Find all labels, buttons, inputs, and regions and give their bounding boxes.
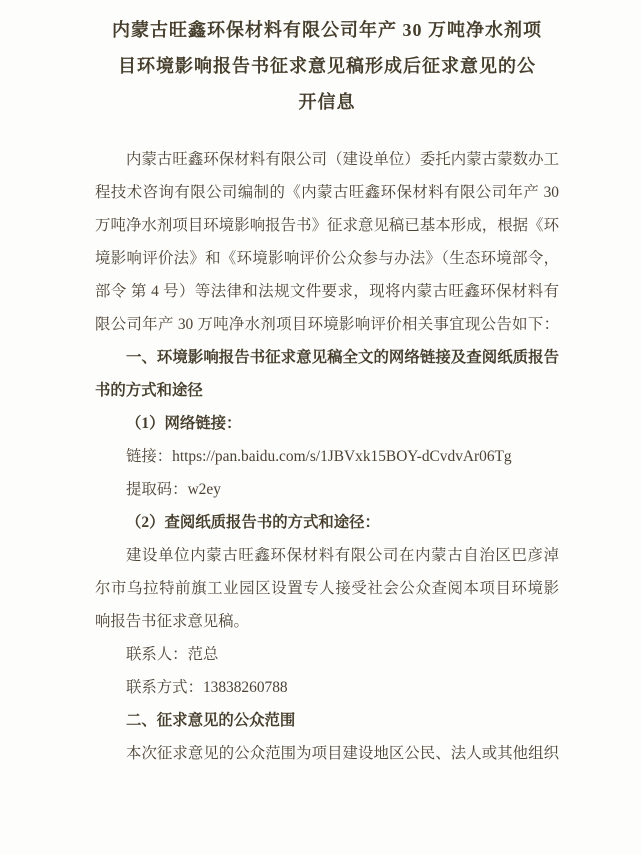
document-body bbox=[95, 143, 559, 770]
text-line: （2）查阅纸质报告书的方式和途径： bbox=[126, 514, 380, 531]
text-line: 链接：https://pan.baidu.com/s/1JBVxk15BOY-dCvdvAr06Tg bbox=[126, 448, 512, 465]
text-line: 书的方式和途径 bbox=[95, 382, 203, 399]
document-title bbox=[95, 0, 559, 120]
text-line: 内蒙古旺鑫环保材料有限公司（建设单位）委托内蒙古蒙数办工 bbox=[126, 151, 559, 168]
title-line: 开信息 bbox=[298, 92, 356, 112]
title-line: 内蒙古旺鑫环保材料有限公司年产 30 万吨净水剂项 bbox=[112, 20, 542, 40]
text-line: 万吨净水剂项目环境影响报告书》征求意见稿已基本形成，根据《环 bbox=[95, 217, 559, 234]
text-line: 部令 第 4 号）等法律和法规文件要求，现将内蒙古旺鑫环保材料有 bbox=[95, 283, 559, 300]
text-line: 建设单位内蒙古旺鑫环保材料有限公司在内蒙古自治区巴彦淖 bbox=[126, 547, 559, 564]
text-line: 提取码：w2ey bbox=[126, 481, 221, 498]
text-line: 联系人：范总 bbox=[126, 646, 219, 663]
text-line: 一、环境影响报告书征求意见稿全文的网络链接及查阅纸质报告 bbox=[126, 349, 559, 366]
text-line: 程技术咨询有限公司编制的《内蒙古旺鑫环保材料有限公司年产 30 bbox=[95, 184, 559, 201]
text-line: 境影响评价法》和《环境影响评价公众参与办法》（生态环境部令， bbox=[95, 250, 559, 267]
text-line: 二、征求意见的公众范围 bbox=[126, 712, 296, 729]
text-line: 联系方式：13838260788 bbox=[126, 679, 288, 696]
document-content bbox=[95, 0, 559, 770]
text-line: （1）网络链接： bbox=[126, 415, 242, 432]
text-line: 响报告书征求意见稿。 bbox=[95, 613, 249, 630]
text-line: 本次征求意见的公众范围为项目建设地区公民、法人或其他组织 bbox=[126, 745, 559, 762]
text-line: 尔市乌拉特前旗工业园区设置专人接受社会公众查阅本项目环境影 bbox=[95, 580, 559, 597]
text-line: 限公司年产 30 万吨净水剂项目环境影响评价相关事宜现公告如下： bbox=[95, 316, 559, 333]
title-line: 目环境影响报告书征求意见稿形成后征求意见的公 bbox=[118, 56, 536, 76]
